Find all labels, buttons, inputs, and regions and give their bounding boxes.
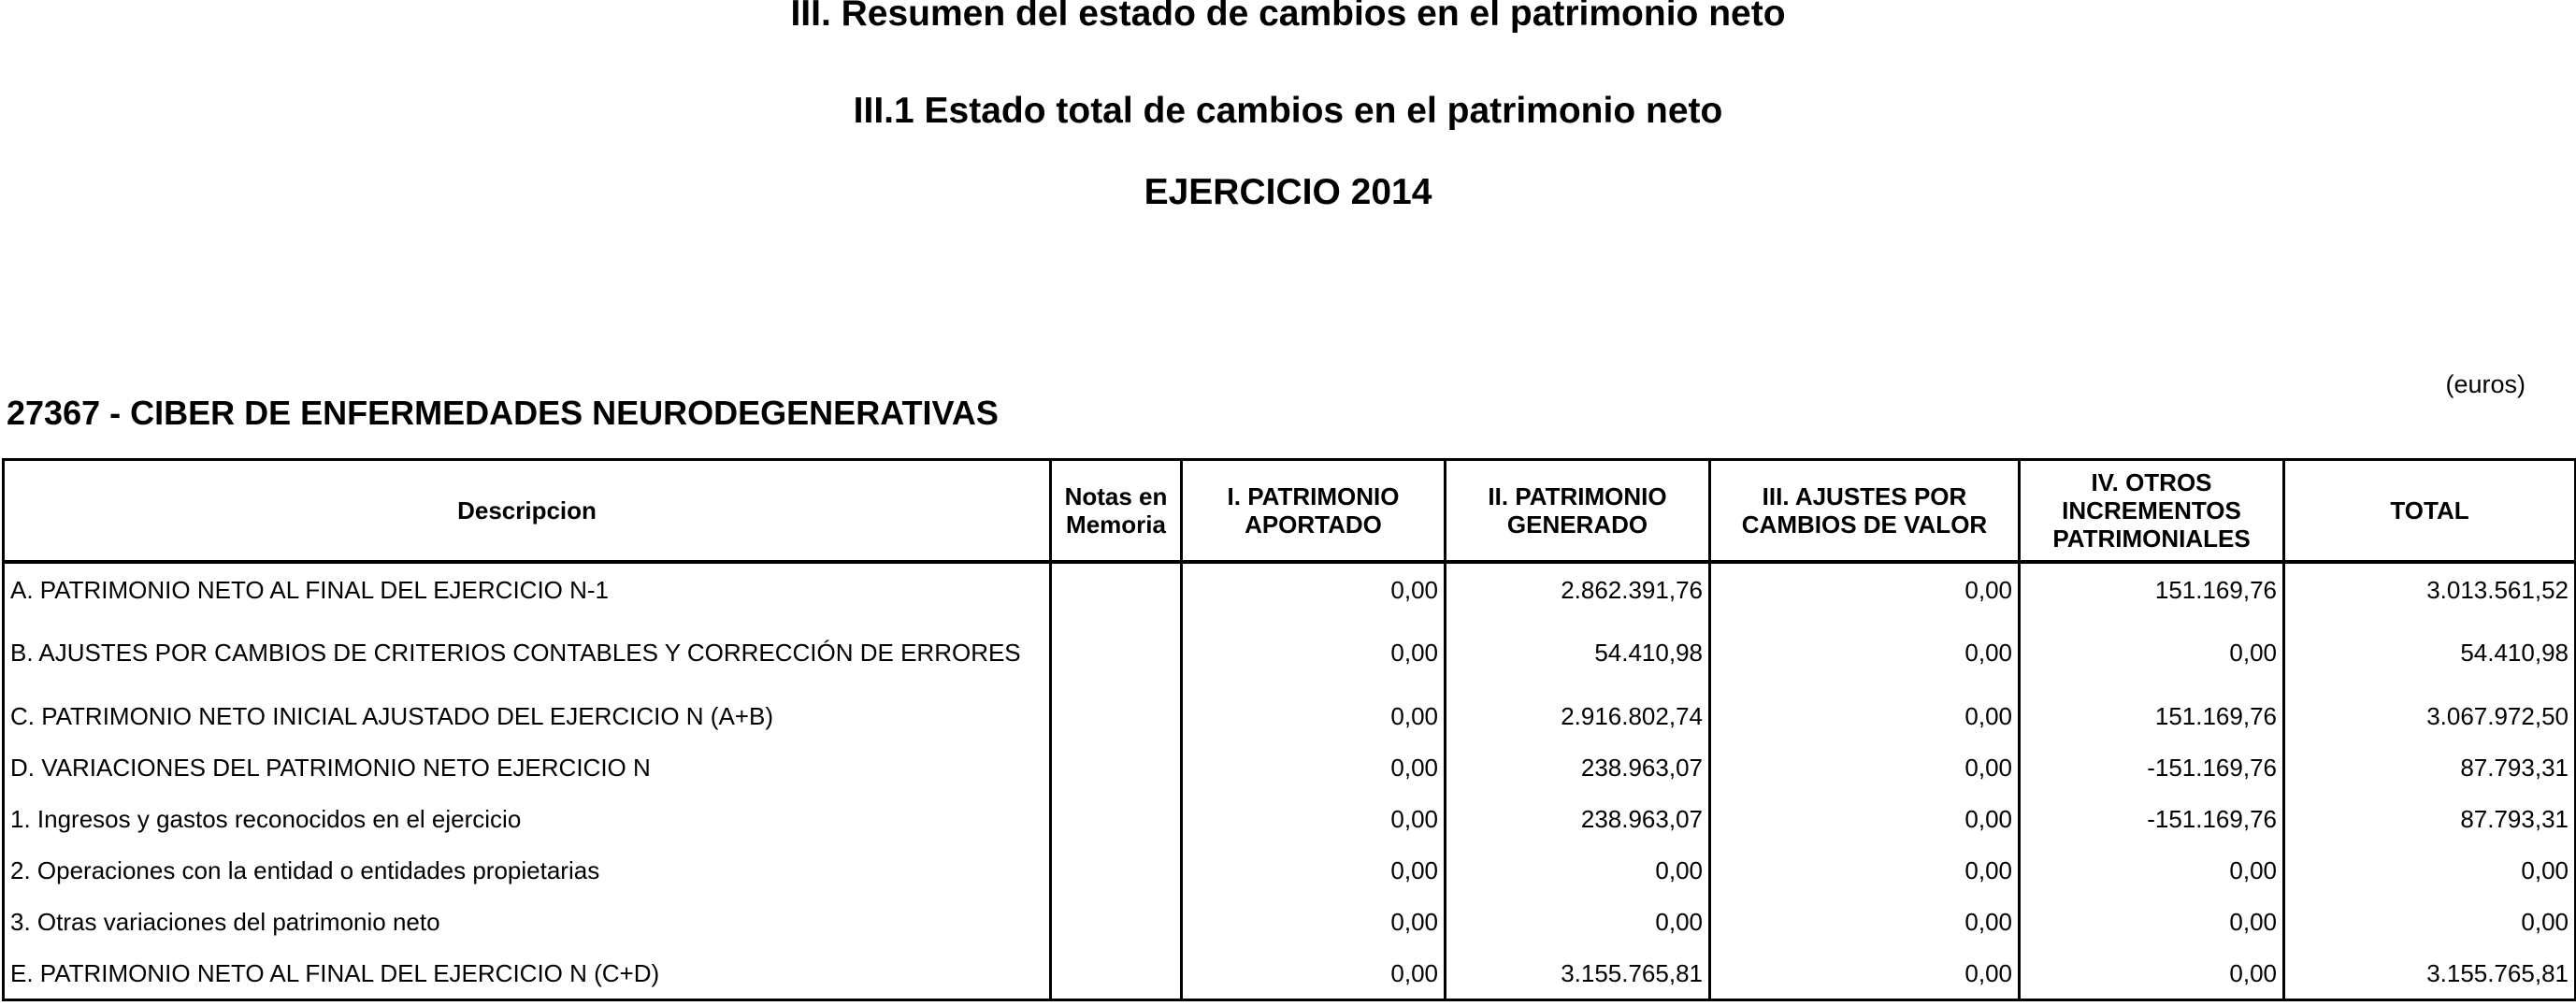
cell-otros: 151.169,76: [2020, 690, 2284, 741]
cell-otros: -151.169,76: [2020, 741, 2284, 793]
row-notes: [1051, 896, 1182, 947]
row-description: D. VARIACIONES DEL PATRIMONIO NETO EJERCICIO N: [4, 741, 1051, 793]
row-description: C. PATRIMONIO NETO INICIAL AJUSTADO DEL EJERCICIO N (A+B): [4, 690, 1051, 741]
cell-ajustes: 0,00: [1710, 741, 2020, 793]
row-notes: [1051, 562, 1182, 615]
cell-ajustes: 0,00: [1710, 896, 2020, 947]
cell-otros: 0,00: [2020, 615, 2284, 690]
cell-aportado: 0,00: [1182, 844, 1446, 896]
row-description: A. PATRIMONIO NETO AL FINAL DEL EJERCICIO N-1: [4, 562, 1051, 615]
cell-generado: 2.862.391,76: [1446, 562, 1710, 615]
column-header: Notas en Memoria: [1051, 460, 1182, 563]
cell-otros: 0,00: [2020, 896, 2284, 947]
table-row: [4, 562, 2576, 615]
table-row: [4, 690, 2576, 741]
cell-otros: -151.169,76: [2020, 793, 2284, 844]
report-subtitle: III.1 Estado total de cambios en el patrimonio neto: [853, 91, 1723, 131]
cell-ajustes: 0,00: [1710, 690, 2020, 741]
cell-total: 3.155.765,81: [2284, 947, 2576, 1000]
cell-aportado: 0,00: [1182, 896, 1446, 947]
row-notes: [1051, 690, 1182, 741]
row-description: 3. Otras variaciones del patrimonio neto: [4, 896, 1051, 947]
row-description: E. PATRIMONIO NETO AL FINAL DEL EJERCICIO N (C+D): [4, 947, 1051, 1000]
cell-otros: 151.169,76: [2020, 562, 2284, 615]
cell-ajustes: 0,00: [1710, 844, 2020, 896]
cell-aportado: 0,00: [1182, 562, 1446, 615]
row-description: B. AJUSTES POR CAMBIOS DE CRITERIOS CONTABLES Y CORRECCIÓN DE ERRORES: [4, 615, 1051, 690]
row-notes: [1051, 793, 1182, 844]
cell-ajustes: 0,00: [1710, 793, 2020, 844]
column-header: IV. OTROS INCREMENTOS PATRIMONIALES: [2020, 460, 2284, 563]
entity-name: 27367 - CIBER DE ENFERMEDADES NEURODEGENERATIVAS: [7, 394, 999, 432]
cell-aportado: 0,00: [1182, 947, 1446, 1000]
cell-otros: 0,00: [2020, 947, 2284, 1000]
table-row: [4, 793, 2576, 844]
column-header: III. AJUSTES POR CAMBIOS DE VALOR: [1710, 460, 2020, 563]
table-row: [4, 896, 2576, 947]
cell-ajustes: 0,00: [1710, 562, 2020, 615]
cell-generado: 0,00: [1446, 896, 1710, 947]
equity-changes-table: [2, 458, 2576, 1001]
column-header: I. PATRIMONIO APORTADO: [1182, 460, 1446, 563]
cell-total: 87.793,31: [2284, 793, 2576, 844]
column-header: II. PATRIMONIO GENERADO: [1446, 460, 1710, 563]
fiscal-year-title: EJERCICIO 2014: [1144, 172, 1432, 212]
row-description: 2. Operaciones con la entidad o entidades propietarias: [4, 844, 1051, 896]
cell-generado: 0,00: [1446, 844, 1710, 896]
row-notes: [1051, 844, 1182, 896]
row-notes: [1051, 947, 1182, 1000]
cell-aportado: 0,00: [1182, 615, 1446, 690]
cell-total: 54.410,98: [2284, 615, 2576, 690]
table-row: [4, 741, 2576, 793]
column-header: Descripcion: [4, 460, 1051, 563]
table-header-row: [4, 460, 2576, 563]
cell-ajustes: 0,00: [1710, 615, 2020, 690]
cell-total: 3.067.972,50: [2284, 690, 2576, 741]
cell-generado: 2.916.802,74: [1446, 690, 1710, 741]
cell-total: 0,00: [2284, 896, 2576, 947]
cell-aportado: 0,00: [1182, 793, 1446, 844]
report-title: III. Resumen del estado de cambios en el patrimonio neto: [790, 0, 1786, 34]
table-row: [4, 947, 2576, 1000]
table-row: [4, 615, 2576, 690]
cell-ajustes: 0,00: [1710, 947, 2020, 1000]
row-notes: [1051, 741, 1182, 793]
currency-units-label: (euros): [2445, 370, 2526, 398]
cell-total: 87.793,31: [2284, 741, 2576, 793]
cell-total: 0,00: [2284, 844, 2576, 896]
column-header: TOTAL: [2284, 460, 2576, 563]
cell-generado: 238.963,07: [1446, 793, 1710, 844]
cell-aportado: 0,00: [1182, 741, 1446, 793]
table-row: [4, 844, 2576, 896]
row-notes: [1051, 615, 1182, 690]
cell-generado: 3.155.765,81: [1446, 947, 1710, 1000]
cell-generado: 54.410,98: [1446, 615, 1710, 690]
cell-generado: 238.963,07: [1446, 741, 1710, 793]
cell-otros: 0,00: [2020, 844, 2284, 896]
cell-total: 3.013.561,52: [2284, 562, 2576, 615]
row-description: 1. Ingresos y gastos reconocidos en el ejercicio: [4, 793, 1051, 844]
cell-aportado: 0,00: [1182, 690, 1446, 741]
